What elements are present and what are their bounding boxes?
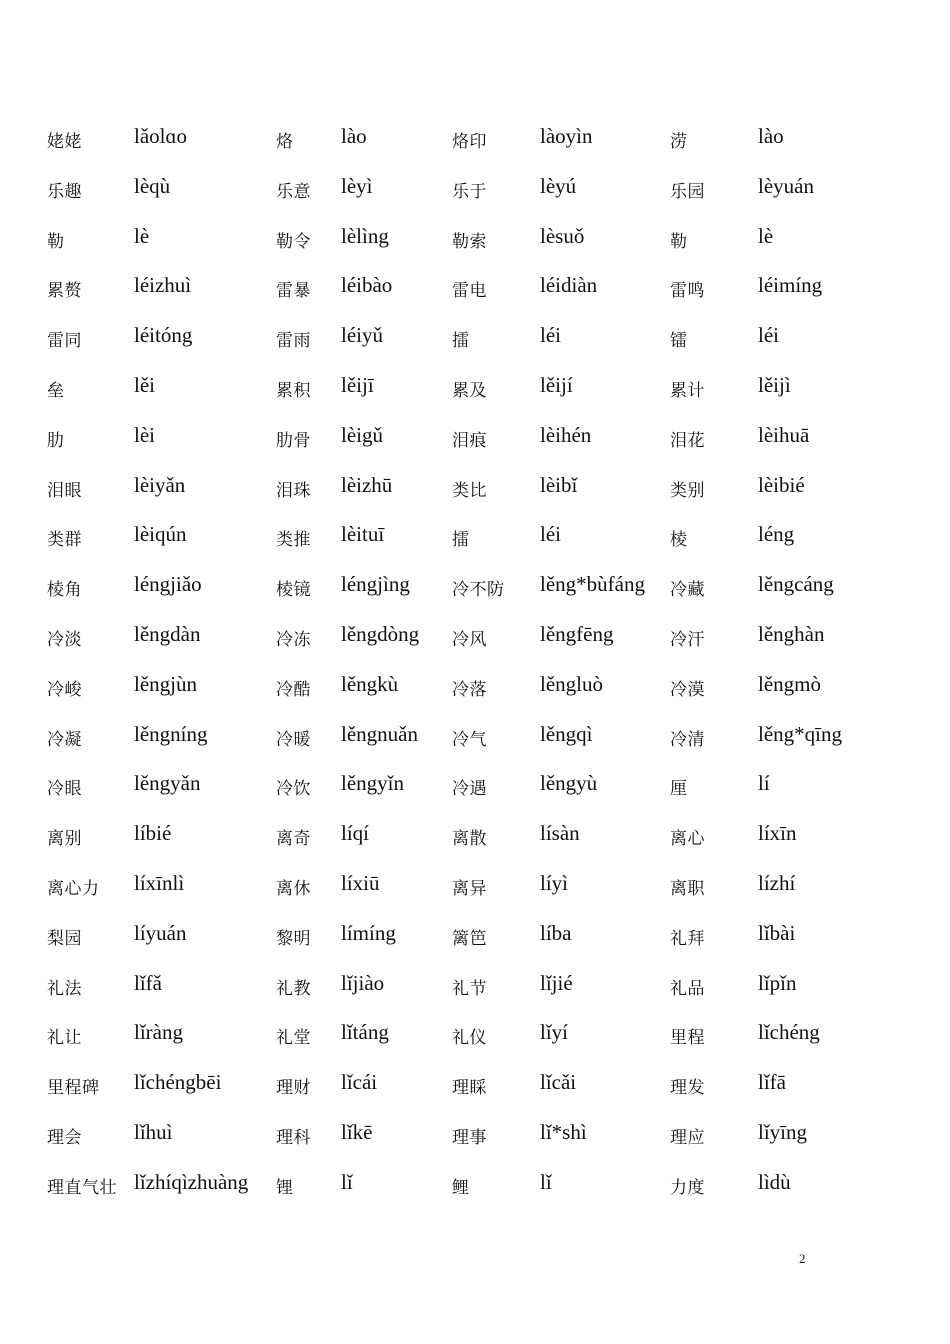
pinyin-reading: lěng*qīng (758, 721, 842, 746)
hanzi-word: 冷暖 (276, 729, 311, 750)
table-row (47, 1058, 867, 1108)
hanzi-word: 勒 (47, 231, 65, 252)
pinyin-reading: lào (341, 124, 367, 148)
hanzi-word: 梨园 (47, 928, 82, 949)
pinyin-reading: lěngyù (540, 771, 598, 796)
hanzi-word: 类群 (47, 530, 82, 551)
pinyin-reading: lǎolɑo (134, 124, 187, 148)
hanzi-word: 冷风 (452, 629, 487, 650)
pinyin-reading: léizhuì (134, 273, 192, 298)
hanzi-word: 锂 (276, 1177, 294, 1198)
pinyin-reading: lǐràng (134, 1020, 183, 1045)
hanzi-word: 礼教 (276, 978, 311, 999)
pinyin-reading: lǐyí (540, 1020, 569, 1045)
page-number: 2 (799, 1251, 806, 1266)
pinyin-reading: lǐ (540, 1169, 552, 1194)
pinyin-reading: làoyìn (540, 124, 593, 148)
table-row (47, 959, 867, 1009)
pinyin-reading: lè (134, 223, 150, 248)
table-row (47, 162, 867, 212)
hanzi-word: 礼品 (670, 978, 705, 999)
hanzi-word: 厘 (670, 779, 688, 800)
pinyin-reading: lìdù (758, 1169, 791, 1194)
hanzi-word: 烙印 (452, 132, 487, 152)
pinyin-reading: lěngníng (134, 721, 208, 746)
pinyin-reading: líxiū (341, 870, 380, 895)
table-row (47, 311, 867, 361)
hanzi-word: 礼堂 (276, 1028, 311, 1049)
hanzi-word: 姥姥 (47, 132, 82, 152)
hanzi-word: 雷暴 (276, 281, 311, 302)
hanzi-word: 冷淡 (47, 629, 82, 650)
pinyin-reading: léibào (341, 273, 393, 298)
pinyin-reading: léimíng (758, 273, 823, 298)
pinyin-reading: lǐchéng (758, 1020, 820, 1045)
pinyin-reading: lèibié (758, 472, 805, 497)
hanzi-word: 理发 (670, 1078, 705, 1099)
pinyin-reading: lěi (134, 372, 155, 397)
hanzi-word: 礼仪 (452, 1028, 487, 1049)
hanzi-word: 雷同 (47, 331, 82, 352)
pinyin-reading: lèigǔ (341, 422, 383, 447)
hanzi-word: 冷凝 (47, 729, 82, 750)
hanzi-word: 鲤 (452, 1177, 470, 1198)
pinyin-reading: lí (758, 771, 770, 796)
hanzi-word: 擂 (452, 331, 470, 352)
table-row (47, 560, 867, 610)
pinyin-reading: lèi (134, 422, 155, 447)
pinyin-reading: lízhí (758, 870, 796, 895)
hanzi-word: 冷遇 (452, 779, 487, 800)
pinyin-reading: lào (758, 124, 784, 148)
hanzi-word: 冷酷 (276, 679, 311, 700)
pinyin-reading: lèiqún (134, 522, 187, 547)
pinyin-reading: lǐjiào (341, 970, 385, 995)
pinyin-reading: léi (540, 522, 561, 547)
hanzi-word: 累及 (452, 380, 487, 401)
hanzi-word: 冷汗 (670, 629, 705, 650)
hanzi-word: 离职 (670, 878, 705, 899)
hanzi-word: 肋骨 (276, 430, 311, 451)
hanzi-word: 棱 (670, 530, 688, 551)
hanzi-word: 肋 (47, 430, 65, 451)
pinyin-reading: lǐfā (758, 1070, 786, 1095)
hanzi-word: 泪珠 (276, 480, 311, 501)
table-row (47, 859, 867, 909)
pinyin-reading: líqí (341, 821, 370, 846)
pinyin-reading: lěngdàn (134, 621, 201, 646)
pinyin-reading: lěijì (758, 372, 791, 397)
table-row (47, 361, 867, 411)
pinyin-reading: lèsuǒ (540, 223, 585, 248)
hanzi-word: 理事 (452, 1127, 487, 1148)
hanzi-word: 离心 (670, 829, 705, 850)
hanzi-word: 雷鸣 (670, 281, 705, 302)
table-row (47, 1158, 867, 1208)
hanzi-word: 篱笆 (452, 928, 487, 949)
pinyin-reading: lěngjùn (134, 671, 197, 696)
pinyin-reading: lèqù (134, 173, 171, 198)
hanzi-word: 勒令 (276, 231, 311, 252)
hanzi-word: 涝 (670, 132, 688, 152)
hanzi-word: 礼节 (452, 978, 487, 999)
hanzi-word: 冷眼 (47, 779, 82, 800)
hanzi-word: 类别 (670, 480, 705, 501)
hanzi-word: 乐园 (670, 181, 705, 202)
pinyin-reading: lěijī (341, 372, 374, 397)
pinyin-reading: lěnghàn (758, 621, 825, 646)
hanzi-word: 乐意 (276, 181, 311, 202)
hanzi-word: 擂 (452, 530, 470, 551)
hanzi-word: 离休 (276, 878, 311, 899)
hanzi-word: 烙 (276, 132, 294, 152)
pinyin-reading: léngjiǎo (134, 572, 202, 597)
hanzi-word: 冷气 (452, 729, 487, 750)
table-row (47, 1008, 867, 1058)
pinyin-reading: lǐtáng (341, 1020, 389, 1045)
hanzi-word: 乐趣 (47, 181, 82, 202)
hanzi-word: 冷峻 (47, 679, 82, 700)
pinyin-reading: lǐfǎ (134, 970, 162, 995)
hanzi-word: 累计 (670, 380, 705, 401)
hanzi-word: 冷饮 (276, 779, 311, 800)
table-row (47, 909, 867, 959)
hanzi-word: 理科 (276, 1127, 311, 1148)
hanzi-word: 勒索 (452, 231, 487, 252)
hanzi-word: 镭 (670, 331, 688, 352)
table-row (47, 411, 867, 461)
pinyin-reading: lèihuā (758, 422, 810, 447)
pinyin-reading: léi (540, 323, 561, 348)
pinyin-reading: lǐjié (540, 970, 573, 995)
pinyin-reading: lèyú (540, 173, 577, 198)
table-row (47, 461, 867, 511)
pinyin-reading: lěngluò (540, 671, 603, 696)
hanzi-word: 里程 (670, 1028, 705, 1049)
hanzi-word: 力度 (670, 1177, 705, 1198)
table-row (47, 710, 867, 760)
hanzi-word: 泪花 (670, 430, 705, 451)
pinyin-reading: lèlìng (341, 223, 389, 248)
pinyin-reading: lěngfēng (540, 621, 614, 646)
pinyin-reading: lǐkē (341, 1119, 373, 1144)
pinyin-reading: lěngyǐn (341, 771, 404, 796)
table-row (47, 261, 867, 311)
pinyin-reading: lǐyīng (758, 1119, 808, 1144)
hanzi-word: 累积 (276, 380, 311, 401)
hanzi-word: 里程碑 (47, 1078, 100, 1099)
pinyin-reading: lǐchéngbēi (134, 1070, 222, 1095)
pinyin-reading: líyì (540, 870, 569, 895)
pinyin-reading: lěngnuǎn (341, 721, 418, 746)
hanzi-word: 理会 (47, 1127, 82, 1148)
pinyin-reading: lèizhū (341, 472, 393, 497)
pinyin-reading: lǐ (341, 1169, 353, 1194)
table-row (47, 212, 867, 262)
hanzi-word: 冷藏 (670, 580, 705, 601)
hanzi-word: 冷漠 (670, 679, 705, 700)
hanzi-word: 雷雨 (276, 331, 311, 352)
pinyin-reading: lèyì (341, 173, 373, 198)
table-row (47, 610, 867, 660)
hanzi-word: 棱角 (47, 580, 82, 601)
pinyin-reading: lěngdòng (341, 621, 420, 646)
pinyin-reading: límíng (341, 920, 396, 945)
hanzi-word: 离奇 (276, 829, 311, 850)
hanzi-word: 雷电 (452, 281, 487, 302)
hanzi-word: 礼法 (47, 978, 82, 999)
pinyin-reading: líyuán (134, 920, 187, 945)
hanzi-word: 累赘 (47, 281, 82, 302)
hanzi-word: 理直气壮 (47, 1177, 117, 1198)
pinyin-reading: lěngqì (540, 721, 593, 746)
hanzi-word: 棱镜 (276, 580, 311, 601)
pinyin-reading: líxīn (758, 821, 797, 846)
pinyin-reading: lǐcǎi (540, 1070, 577, 1095)
hanzi-word: 冷清 (670, 729, 705, 750)
pinyin-reading: léngjìng (341, 572, 410, 597)
pinyin-reading: lǐbài (758, 920, 796, 945)
hanzi-word: 黎明 (276, 928, 311, 949)
hanzi-word: 泪痕 (452, 430, 487, 451)
pinyin-reading: lǐcái (341, 1070, 378, 1095)
hanzi-word: 离心力 (47, 878, 100, 899)
table-row (47, 759, 867, 809)
pinyin-reading: lěng*bùfáng (540, 572, 645, 597)
pinyin-reading: lèihén (540, 422, 592, 447)
hanzi-word: 礼让 (47, 1028, 82, 1049)
pinyin-reading: léidiàn (540, 273, 598, 298)
pinyin-reading: líba (540, 920, 572, 945)
pinyin-reading: líxīnlì (134, 870, 185, 895)
pinyin-reading: léiyǔ (341, 323, 383, 348)
hanzi-word: 乐于 (452, 181, 487, 202)
pinyin-reading: lǐpǐn (758, 970, 797, 995)
pinyin-reading: lísàn (540, 821, 580, 846)
hanzi-word: 理应 (670, 1127, 705, 1148)
pinyin-reading: lèibǐ (540, 472, 578, 497)
hanzi-word: 离散 (452, 829, 487, 850)
table-row (47, 510, 867, 560)
hanzi-word: 冷冻 (276, 629, 311, 650)
hanzi-word: 类比 (452, 480, 487, 501)
hanzi-word: 垒 (47, 380, 65, 401)
table-row (47, 1108, 867, 1158)
hanzi-word: 理财 (276, 1078, 311, 1099)
pinyin-reading: lǐzhíqìzhuàng (134, 1169, 249, 1194)
hanzi-word: 理睬 (452, 1078, 487, 1099)
hanzi-word: 冷落 (452, 679, 487, 700)
table-row (47, 112, 867, 162)
pinyin-reading: lè (758, 223, 774, 248)
hanzi-word: 类推 (276, 530, 311, 551)
hanzi-word: 冷不防 (452, 580, 505, 601)
table-row (47, 660, 867, 710)
pinyin-reading: lǐ*shì (540, 1119, 587, 1144)
vocabulary-table (47, 112, 867, 1208)
pinyin-reading: líbié (134, 821, 172, 846)
table-row (47, 809, 867, 859)
hanzi-word: 勒 (670, 231, 688, 252)
hanzi-word: 离异 (452, 878, 487, 899)
pinyin-reading: lěngyǎn (134, 771, 201, 796)
pinyin-reading: lèiyǎn (134, 472, 186, 497)
pinyin-reading: lèituī (341, 522, 385, 547)
pinyin-reading: lǐhuì (134, 1119, 173, 1144)
hanzi-word: 离别 (47, 829, 82, 850)
pinyin-reading: lěngkù (341, 671, 399, 696)
hanzi-word: 礼拜 (670, 928, 705, 949)
pinyin-reading: léitóng (134, 323, 193, 348)
pinyin-reading: lěngmò (758, 671, 821, 696)
hanzi-word: 泪眼 (47, 480, 82, 501)
pinyin-reading: léng (758, 522, 795, 547)
pinyin-reading: lèyuán (758, 173, 814, 198)
pinyin-reading: lěijí (540, 372, 573, 397)
pinyin-reading: léi (758, 323, 779, 348)
pinyin-reading: lěngcáng (758, 572, 834, 597)
